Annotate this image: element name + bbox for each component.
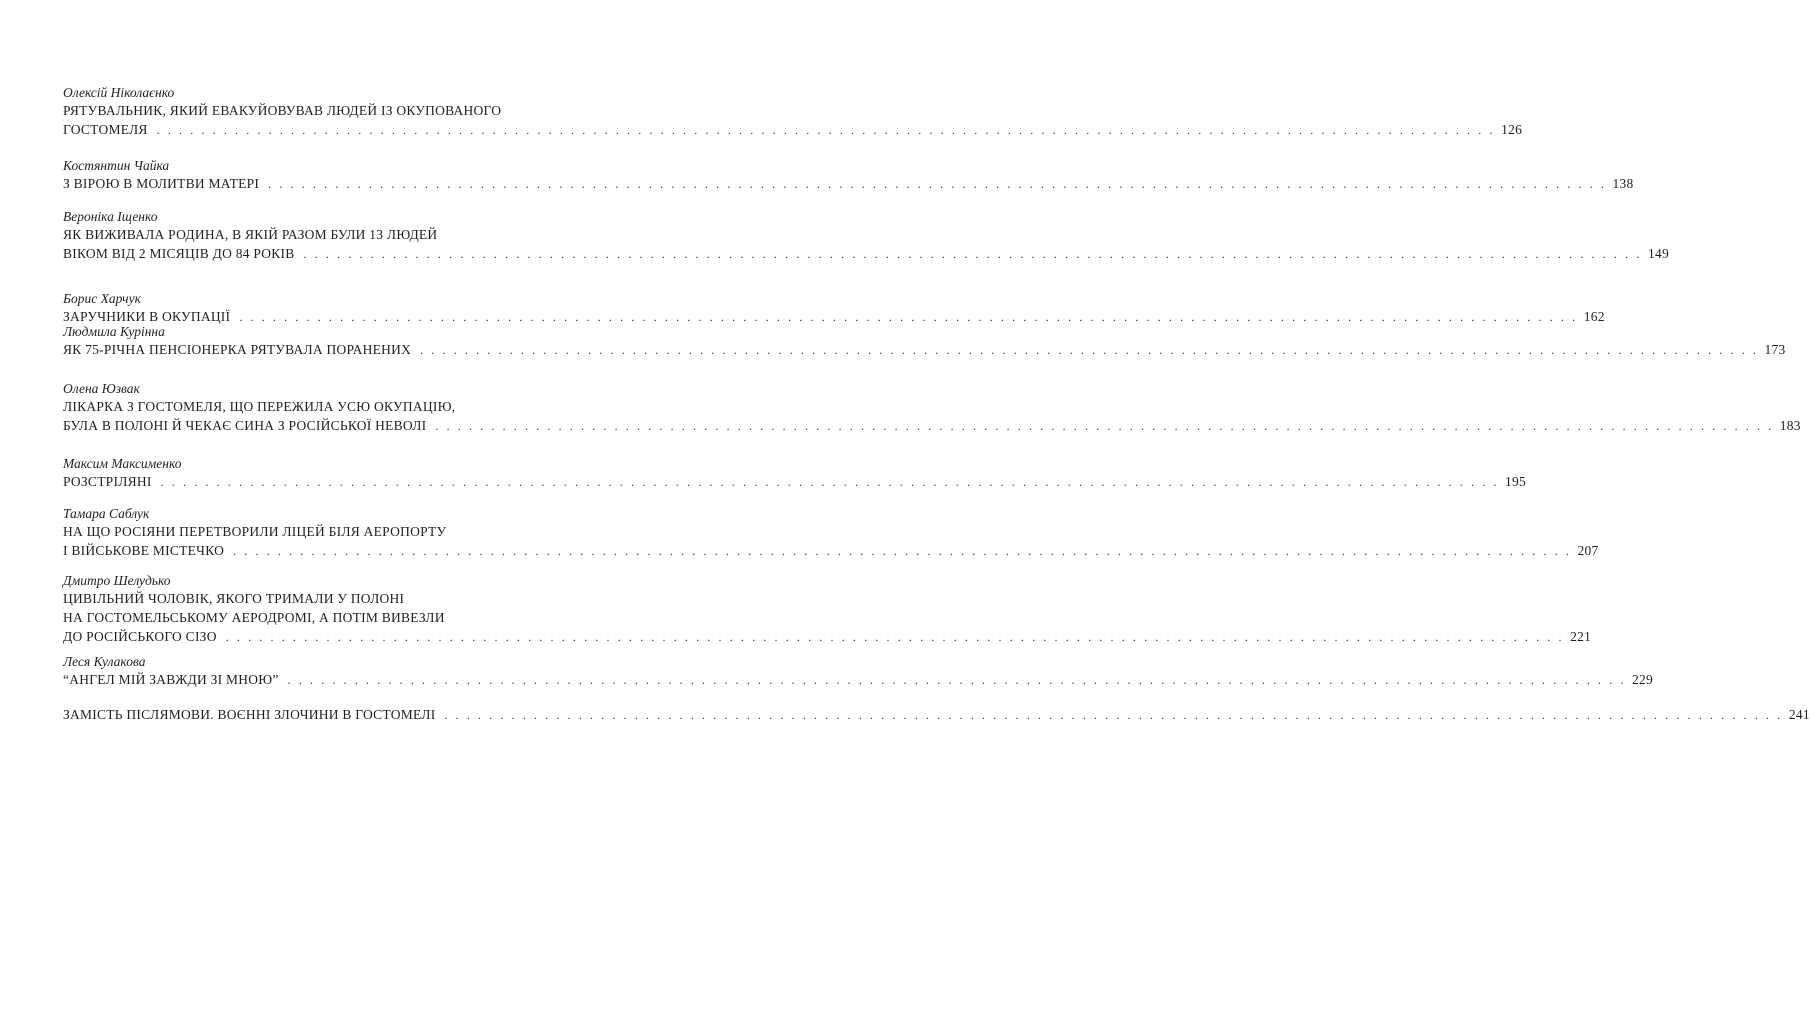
entry-author: Вероніка Іщенко xyxy=(63,209,158,224)
page-number: 162 xyxy=(1583,309,1605,324)
page-number: 173 xyxy=(1764,342,1786,357)
entry-title-row xyxy=(63,340,1786,359)
page-number: 126 xyxy=(1501,122,1523,137)
page-number: 149 xyxy=(1647,246,1669,261)
entry-title-row xyxy=(63,670,1654,689)
dot-leader: . . . . . . . . . . . . . . . . . . . . . . . . . . . . . . . . . . . . . . . . . . . . . . . . . . . . . . . . . . . . . . . . . . . . . . . . . . . . . . . . . . . . . . . . . . . . . . . . . . . . . . . . . . . . . . . . . . . . . . . . xyxy=(444,708,1783,722)
entry-title-row xyxy=(63,627,1592,646)
entry-title-line: ЗАРУЧНИКИ В ОКУПАЦІЇ xyxy=(63,309,231,324)
toc-entry xyxy=(63,653,1654,689)
entry-title-line: ЛІКАРКА З ГОСТОМЕЛЯ, ЩО ПЕРЕЖИЛА УСЮ ОКУПАЦІЮ, xyxy=(63,399,456,414)
entry-title-line: РЯТУВАЛЬНИК, ЯКИЙ ЕВАКУЙОВУВАВ ЛЮДЕЙ ІЗ ОКУПОВАНОГО xyxy=(63,103,502,118)
dot-leader: . . . . . . . . . . . . . . . . . . . . . . . . . . . . . . . . . . . . . . . . . . . . . . . . . . . . . . . . . . . . . . . . . . . . . . . . . . . . . . . . . . . . . . . . . . . . . . . . . . . . . . . . . . . . . . . . . . . . . . . . xyxy=(268,177,1607,191)
page-number: 229 xyxy=(1632,672,1654,687)
entry-author: Тамара Саблук xyxy=(63,506,150,521)
entry-title-line: З ВІРОЮ В МОЛИТВИ МАТЕРІ xyxy=(63,176,260,191)
entry-title-line: БУЛА В ПОЛОНІ Й ЧЕКАЄ СИНА З РОСІЙСЬКОЇ НЕВОЛІ xyxy=(63,418,427,433)
dot-leader: . . . . . . . . . . . . . . . . . . . . . . . . . . . . . . . . . . . . . . . . . . . . . . . . . . . . . . . . . . . . . . . . . . . . . . . . . . . . . . . . . . . . . . . . . . . . . . . . . . . . . . . . . . . . . . . . . . . . . . . . xyxy=(303,247,1642,261)
entry-title-row xyxy=(63,244,1669,263)
entry-title-line: РОЗСТРІЛЯНІ xyxy=(63,474,152,489)
entry-title-line: ГОСТОМЕЛЯ xyxy=(63,122,148,137)
entry-title-row xyxy=(63,472,1527,491)
entry-author: Леся Кулакова xyxy=(63,654,146,669)
entry-author: Борис Харчук xyxy=(63,291,141,306)
entry-title-row xyxy=(63,541,1599,560)
page-number: 195 xyxy=(1505,474,1527,489)
entry-title-line: ЯК ВИЖИВАЛА РОДИНА, В ЯКІЙ РАЗОМ БУЛИ 13 ЛЮДЕЙ xyxy=(63,227,438,242)
entry-author: Олена Юзвак xyxy=(63,381,140,396)
toc-entry xyxy=(63,572,1592,646)
entry-author: Олексій Ніколаєнко xyxy=(63,85,175,100)
entry-title-line: НА ЩО РОСІЯНИ ПЕРЕТВОРИЛИ ЛІЦЕЙ БІЛЯ АЕРОПОРТУ xyxy=(63,524,447,539)
entry-title-line: ЗАМІСТЬ ПІСЛЯМОВИ. ВОЄННІ ЗЛОЧИНИ В ГОСТОМЕЛІ xyxy=(63,707,436,722)
dot-leader: . . . . . . . . . . . . . . . . . . . . . . . . . . . . . . . . . . . . . . . . . . . . . . . . . . . . . . . . . . . . . . . . . . . . . . . . . . . . . . . . . . . . . . . . . . . . . . . . . . . . . . . . . . . . . . . . . . . . . . . . xyxy=(287,673,1627,687)
dot-leader: . . . . . . . . . . . . . . . . . . . . . . . . . . . . . . . . . . . . . . . . . . . . . . . . . . . . . . . . . . . . . . . . . . . . . . . . . . . . . . . . . . . . . . . . . . . . . . . . . . . . . . . . . . . . . . . . . . . . . . . . xyxy=(233,544,1572,558)
entry-author: Людмила Курінна xyxy=(63,324,165,339)
toc-entry xyxy=(63,208,1669,263)
entry-title-line: ВІКОМ ВІД 2 МІСЯЦІВ ДО 84 РОКІВ xyxy=(63,246,295,261)
entry-title-row xyxy=(63,120,1523,139)
page-number: 221 xyxy=(1570,629,1592,644)
dot-leader: . . . . . . . . . . . . . . . . . . . . . . . . . . . . . . . . . . . . . . . . . . . . . . . . . . . . . . . . . . . . . . . . . . . . . . . . . . . . . . . . . . . . . . . . . . . . . . . . . . . . . . . . . . . . . . . . . . . . . . . . xyxy=(239,310,1578,324)
toc-entry xyxy=(63,323,1786,359)
entry-author: Дмитро Шелудько xyxy=(63,573,171,588)
entry-title-line: ЦИВІЛЬНИЙ ЧОЛОВІК, ЯКОГО ТРИМАЛИ У ПОЛОНІ xyxy=(63,591,405,606)
entry-title-row xyxy=(63,416,1801,435)
dot-leader: . . . . . . . . . . . . . . . . . . . . . . . . . . . . . . . . . . . . . . . . . . . . . . . . . . . . . . . . . . . . . . . . . . . . . . . . . . . . . . . . . . . . . . . . . . . . . . . . . . . . . . . . . . . . . . . . . . . . . . . . xyxy=(420,343,1759,357)
dot-leader: . . . . . . . . . . . . . . . . . . . . . . . . . . . . . . . . . . . . . . . . . . . . . . . . . . . . . . . . . . . . . . . . . . . . . . . . . . . . . . . . . . . . . . . . . . . . . . . . . . . . . . . . . . . . . . . . . . . . . . . . xyxy=(160,475,1500,489)
entry-author: Костянтин Чайка xyxy=(63,158,170,173)
toc-entry xyxy=(63,705,1810,724)
toc-entry xyxy=(63,455,1527,491)
dot-leader: . . . . . . . . . . . . . . . . . . . . . . . . . . . . . . . . . . . . . . . . . . . . . . . . . . . . . . . . . . . . . . . . . . . . . . . . . . . . . . . . . . . . . . . . . . . . . . . . . . . . . . . . . . . . . . . . . . . . . . . . xyxy=(225,630,1565,644)
dot-leader: . . . . . . . . . . . . . . . . . . . . . . . . . . . . . . . . . . . . . . . . . . . . . . . . . . . . . . . . . . . . . . . . . . . . . . . . . . . . . . . . . . . . . . . . . . . . . . . . . . . . . . . . . . . . . . . . . . . . . . . . xyxy=(435,419,1774,433)
entry-title-line: І ВІЙСЬКОВЕ МІСТЕЧКО xyxy=(63,543,225,558)
toc-entry xyxy=(63,290,1605,326)
entry-title-line: НА ГОСТОМЕЛЬСЬКОМУ АЕРОДРОМІ, А ПОТІМ ВИВЕЗЛИ xyxy=(63,610,445,625)
entry-title-line: ЯК 75-РІЧНА ПЕНСІОНЕРКА РЯТУВАЛА ПОРАНЕНИХ xyxy=(63,342,412,357)
entry-title-row xyxy=(63,174,1634,193)
page-number: 138 xyxy=(1612,176,1634,191)
page-number: 183 xyxy=(1779,418,1801,433)
dot-leader: . . . . . . . . . . . . . . . . . . . . . . . . . . . . . . . . . . . . . . . . . . . . . . . . . . . . . . . . . . . . . . . . . . . . . . . . . . . . . . . . . . . . . . . . . . . . . . . . . . . . . . . . . . . . . . . . . . . . . . . . xyxy=(156,123,1496,137)
toc-entry xyxy=(63,157,1634,193)
entry-title-line: “АНГЕЛ МІЙ ЗАВЖДИ ЗІ МНОЮ” xyxy=(63,672,279,687)
toc-entry xyxy=(63,84,1523,139)
page-number: 241 xyxy=(1788,707,1810,722)
page-number: 207 xyxy=(1577,543,1599,558)
entry-title-line: ДО РОСІЙСЬКОГО СІЗО xyxy=(63,629,217,644)
toc-entry xyxy=(63,505,1599,560)
entry-title-row xyxy=(63,705,1810,724)
toc-entry xyxy=(63,380,1801,435)
entry-author: Максим Максименко xyxy=(63,456,182,471)
